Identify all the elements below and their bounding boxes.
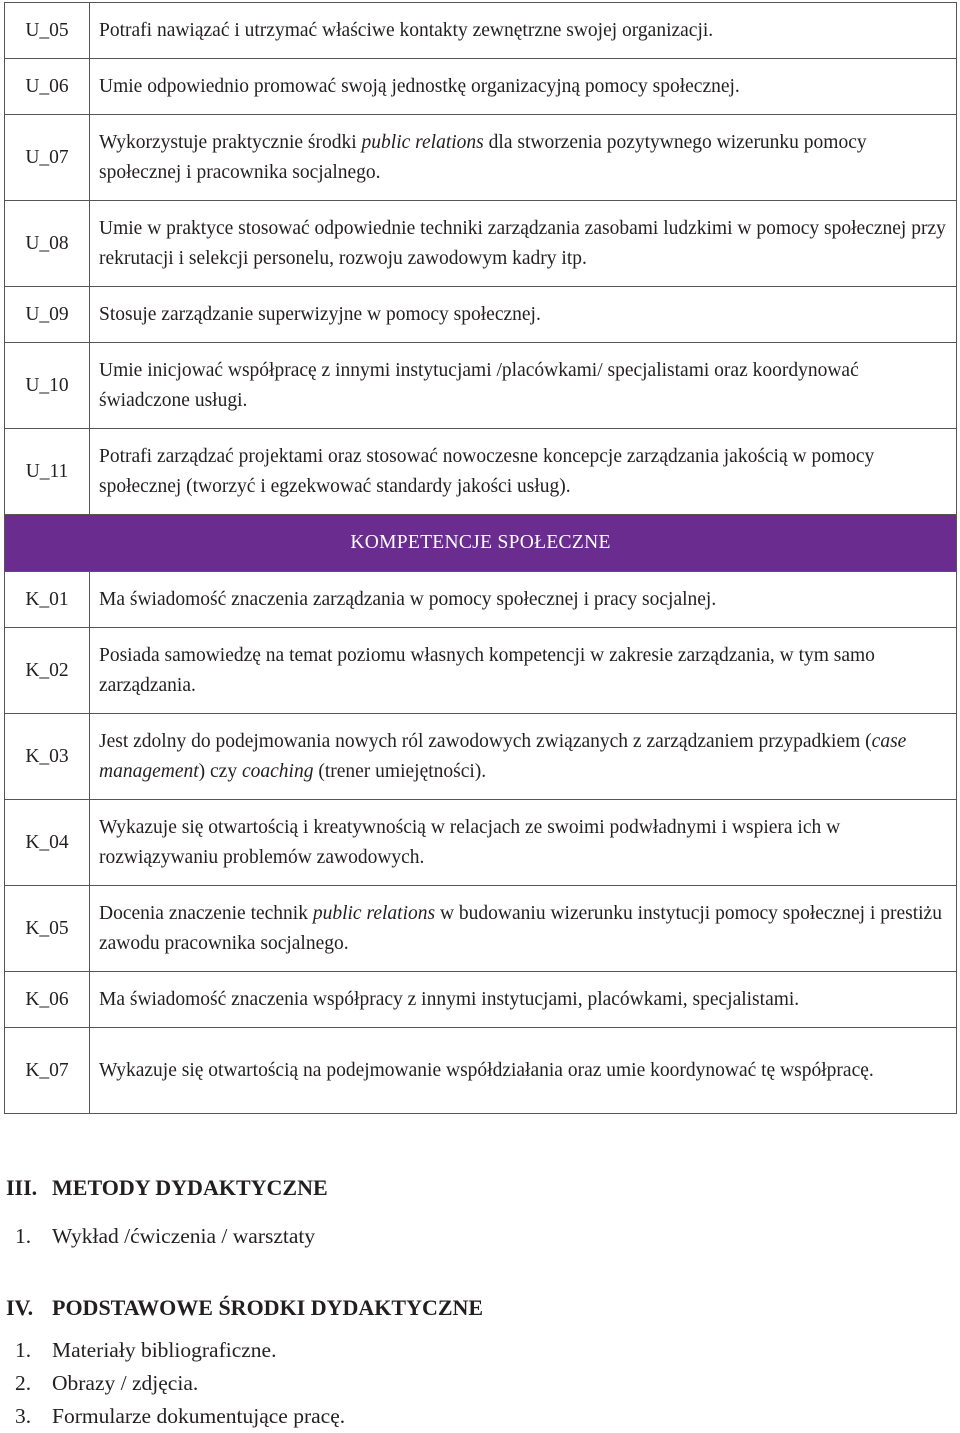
outcome-code: U_11 [5,429,90,515]
table-row [5,59,957,115]
outcome-description: Docenia znaczenie technik public relations w budowaniu wizerunku instytucji pomocy społecznej i prestiżu zawodu pracownika socjalnego. [90,886,957,972]
outcome-code: K_01 [5,572,90,628]
outcome-description: Umie odpowiednio promować swoją jednostkę organizacyjną pomocy społecznej. [90,59,957,115]
section-heading [6,1293,483,1323]
table-row [5,572,957,628]
section-header-row [5,515,957,572]
section-title: PODSTAWOWE ŚRODKI DYDAKTYCZNE [52,1295,484,1320]
section-header-social-competences: KOMPETENCJE SPOŁECZNE [5,515,957,572]
outcome-description: Stosuje zarządzanie superwizyjne w pomocy społecznej. [90,287,957,343]
outcome-description: Posiada samowiedzę na temat poziomu własnych kompetencji w zakresie zarządzania, w tym samo zarządzania. [90,628,957,714]
section-number: IV. [6,1295,34,1320]
outcome-description: Umie inicjować współpracę z innymi instytucjami /placówkami/ specjalistami oraz koordynować świadczone usługi. [90,343,957,429]
outcome-code: U_09 [5,287,90,343]
outcome-code: U_08 [5,201,90,287]
outcome-description: Ma świadomość znaczenia zarządzania w pomocy społecznej i pracy socjalnej. [90,572,957,628]
table-row [5,201,957,287]
table-row [5,3,957,59]
outcome-code: K_07 [5,1028,90,1114]
learning-outcomes-table [4,2,957,1114]
outcome-description: Potrafi zarządzać projektami oraz stosować nowoczesne koncepcje zarządzania jakością w pomocy społecznej (tworzyć i egzekwować standardy jakości usług). [90,429,957,515]
list-item: 3. Formularze dokumentujące pracę. [15,1404,346,1428]
table-row [5,800,957,886]
outcome-description: Wykazuje się otwartością i kreatywnością w relacjach ze swoimi podwładnymi i wspiera ich w rozwiązywaniu problemów zawodowych. [90,800,957,886]
outcome-code: U_07 [5,115,90,201]
outcome-code: K_05 [5,886,90,972]
table-row [5,628,957,714]
section-heading [6,1173,328,1203]
table-row [5,1028,957,1114]
outcome-code: K_02 [5,628,90,714]
methods-list [15,1220,315,1253]
table-row [5,429,957,515]
outcome-code: K_06 [5,972,90,1028]
outcome-description: Ma świadomość znaczenia współpracy z innymi instytucjami, placówkami, specjalistami. [90,972,957,1028]
outcome-description: Umie w praktyce stosować odpowiednie techniki zarządzania zasobami ludzkimi w pomocy społecznej przy rekrutacji i selekcji personelu, rozwoju zawodowym kadry itp. [90,201,957,287]
table-row [5,115,957,201]
table-row [5,886,957,972]
list-item: 2. Obrazy / zdjęcia. [15,1371,199,1395]
list-item: 1. Wykład /ćwiczenia / warsztaty [15,1224,316,1248]
table-row [5,287,957,343]
table-row [5,972,957,1028]
table-row [5,343,957,429]
outcome-description: Jest zdolny do podejmowania nowych ról zawodowych związanych z zarządzaniem przypadkiem (case management) czy coaching (trener umiejętności). [90,714,957,800]
outcome-description: Wykazuje się otwartością na podejmowanie współdziałania oraz umie koordynować tę współpracę. [90,1028,957,1114]
outcome-description: Potrafi nawiązać i utrzymać właściwe kontakty zewnętrzne swojej organizacji. [90,3,957,59]
section-title: METODY DYDAKTYCZNE [52,1175,328,1200]
outcome-code: U_05 [5,3,90,59]
table-row [5,714,957,800]
outcome-description: Wykorzystuje praktycznie środki public relations dla stworzenia pozytywnego wizerunku pomocy społecznej i pracownika socjalnego. [90,115,957,201]
outcome-code: U_06 [5,59,90,115]
outcome-code: K_04 [5,800,90,886]
section-number: III. [6,1175,38,1200]
aids-list [15,1334,345,1433]
outcome-code: U_10 [5,343,90,429]
list-item: 1. Materiały bibliograficzne. [15,1338,277,1362]
outcome-code: K_03 [5,714,90,800]
